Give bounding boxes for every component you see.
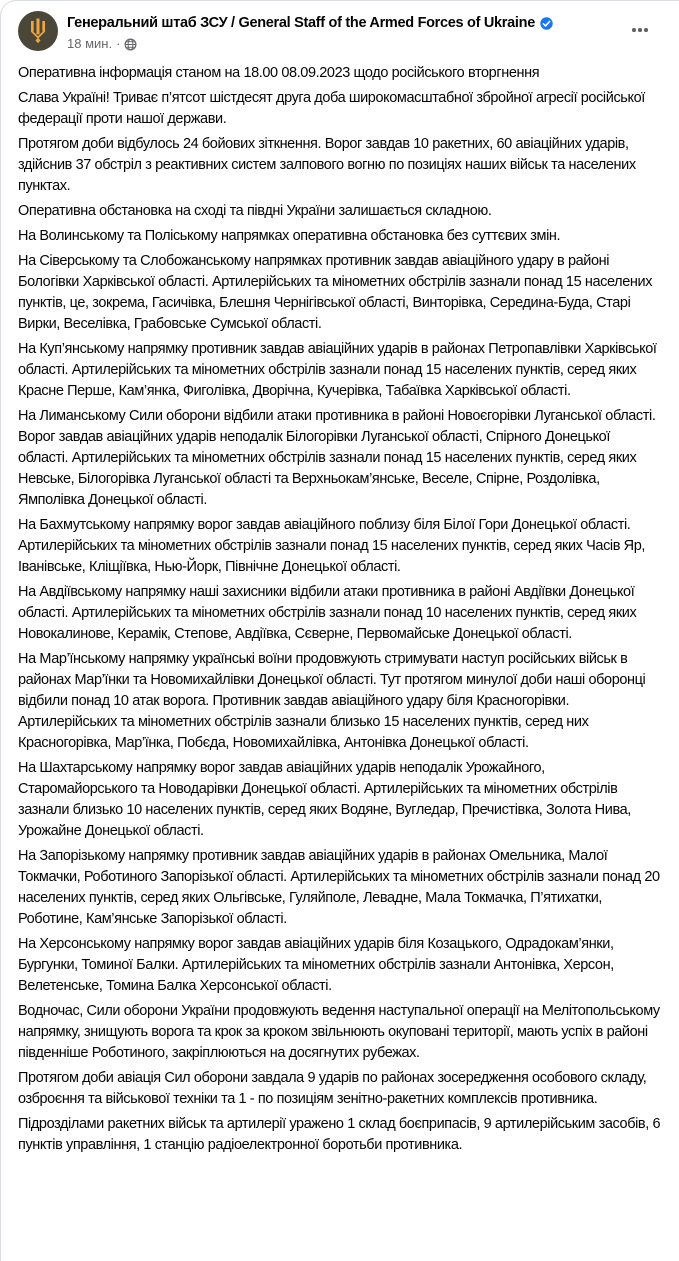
ellipsis-icon xyxy=(644,28,648,32)
post-paragraph: На Херсонському напрямку ворог завдав авіаційних ударів біля Козацького, Одрадокам’янки, Бургунки, Томиної Балки. Артилерійських та мінометних обстрілів зазнали Антонівка, Херсон, Велетенське, Томина Балка Херсонської області. xyxy=(18,936,614,994)
trident-icon xyxy=(28,18,48,44)
post-paragraph: Протягом доби відбулось 24 бойових зіткнення. Ворог завдав 10 ракетних, 60 авіаційних ударів, здійснив 37 обстріл з реактивних систем залпового вогню по позиціях наших військ та населених пунктах. xyxy=(18,136,636,194)
post-header-info xyxy=(67,11,614,52)
post-paragraph: На Лиманському Сили оборони відбили атаки противника в районі Новоєгорівки Луганської області. Ворог завдав авіаційних ударів неподалік Білогорівки Луганської області, Спірного Донецької області. Артилерійських та мінометних обстрілів зазнали понад 15 населених пунктів, серед яких Невське, Білогорівка Луганської області та Верхньокам’янське, Веселе, Спірне, Роздолівка, Ямполівка Донецької області. xyxy=(18,408,656,508)
page-avatar[interactable] xyxy=(18,11,58,51)
ellipsis-icon xyxy=(632,28,636,32)
post-paragraph: На Мар’їнському напрямку українські воїни продовжують стримувати наступ російських військ в районах Мар’їнки та Новомихайлівки Донецької області. Тут протягом минулої доби наші оборонці відбили понад 10 атак ворога. Противник завдав авіаційного удару біля Красногорівки. Артилерійських та мінометних обстрілів зазнали близько 15 населених пунктів, серед них Красногорівка, Мар’їнка, Побєда, Новомихайлівка, Антонівка Донецької області. xyxy=(18,651,646,751)
more-options-button[interactable] xyxy=(623,13,657,47)
ellipsis-icon xyxy=(638,28,642,32)
post-header xyxy=(18,11,663,52)
meta-separator: · xyxy=(116,36,121,51)
post-paragraph: На Сіверському та Слобожанському напрямках противник завдав авіаційного удару в районі Бологівки Харківської області. Артилерійських та мінометних обстрілів зазнали понад 15 населених пунктів, це, зокрема, Гасичівка, Блешня Чернігівської області, Винторівка, Середина-Буда, Старі Вирки, Веселівка, Грабовське Сумської області. xyxy=(18,253,653,332)
post-meta xyxy=(67,36,614,52)
post-paragraph: Водночас, Сили оборони України продовжують ведення наступальної операції на Мелітопольському напрямку, знищують ворога та крок за кроком звільнюють окуповані території, мають успіх в районі південніше Роботиного, закріплюються на досягнутих рубежах. xyxy=(18,1003,660,1061)
post-text xyxy=(18,60,663,1156)
post-paragraph: Протягом доби авіація Сил оборони завдала 9 ударів по районах зосередження особового складу, озброєння та військової техніки та 1 - по позиціям зенітно-ракетних комплексів противника. xyxy=(18,1070,647,1107)
post-paragraph: На Волинському та Поліському напрямках оперативна обстановка без суттєвих змін. xyxy=(18,228,561,244)
post-paragraph: Підрозділами ракетних військ та артилерії уражено 1 склад боєприпасів, 9 артилерійським засобів, 6 пунктів управління, 1 станцію радіоелектронної боротьби противника. xyxy=(18,1116,661,1153)
post-paragraph: На Бахмутському напрямку ворог завдав авіаційного поблизу біля Білої Гори Донецької області. Артилерійських та мінометних обстрілів зазнали понад 15 населених пунктів, серед яких Часів Яр, Іванівське, Кліщіївка, Нью-Йорк, Північне Донецької області. xyxy=(18,517,646,575)
privacy-globe-icon xyxy=(124,38,137,51)
post-paragraph: Слава Україні! Триває п’ятсот шістдесят друга доба широкомасштабної збройної агресії російської федерації проти нашої держави. xyxy=(18,90,645,127)
verified-badge-icon xyxy=(540,17,553,30)
post-paragraph: На Запорізькому напрямку противник завдав авіаційних ударів в районах Омельника, Малої Токмачки, Роботиного Запорізької області. Артилерійських та мінометних обстрілів зазнали понад 20 населених пунктів, серед яких Ольгівське, Гуляйполе, Левадне, Мала Токмачка, П’ятихатки, Роботине, Кам’янське Запорізької області. xyxy=(18,848,660,927)
post-paragraph: Оперативна обстановка на сході та півдні України залишається складною. xyxy=(18,203,492,219)
post-timestamp[interactable]: 18 мин. xyxy=(67,36,113,51)
post-paragraph: На Куп’янському напрямку противник завдав авіаційних ударів в районах Петропавлівки Харківської області. Артилерійських та мінометних обстрілів зазнали понад 15 населених пунктів, серед яких Красне Перше, Кам’янка, Фиголівка, Дворічна, Кучерівка, Табаївка Харківської області. xyxy=(18,341,657,399)
page-name-link[interactable]: Генеральний штаб ЗСУ / General Staff of the Armed Forces of Ukraine xyxy=(67,15,535,31)
page-name-row xyxy=(67,14,614,33)
post-paragraph: На Авдіївському напрямку наші захисники відбили атаки противника в районі Авдіївки Донецької області. Артилерійських та мінометних обстрілів зазнали понад 10 населених пунктів, серед яких Новокалинове, Керамік, Степове, Авдіївка, Сєверне, Первомайське Донецької області. xyxy=(18,584,637,642)
post-paragraph: Оперативна інформація станом на 18.00 08.09.2023 щодо російського вторгнення xyxy=(18,65,540,81)
post-paragraph: На Шахтарському напрямку ворог завдав авіаційних ударів неподалік Урожайного, Старомайорського та Новодарівки Донецької області. Артилерійських та мінометних обстрілів зазнали близько 10 населених пунктів, серед яких Водяне, Вугледар, Пречистівка, Золота Нива, Урожайне Донецької області. xyxy=(18,760,631,839)
